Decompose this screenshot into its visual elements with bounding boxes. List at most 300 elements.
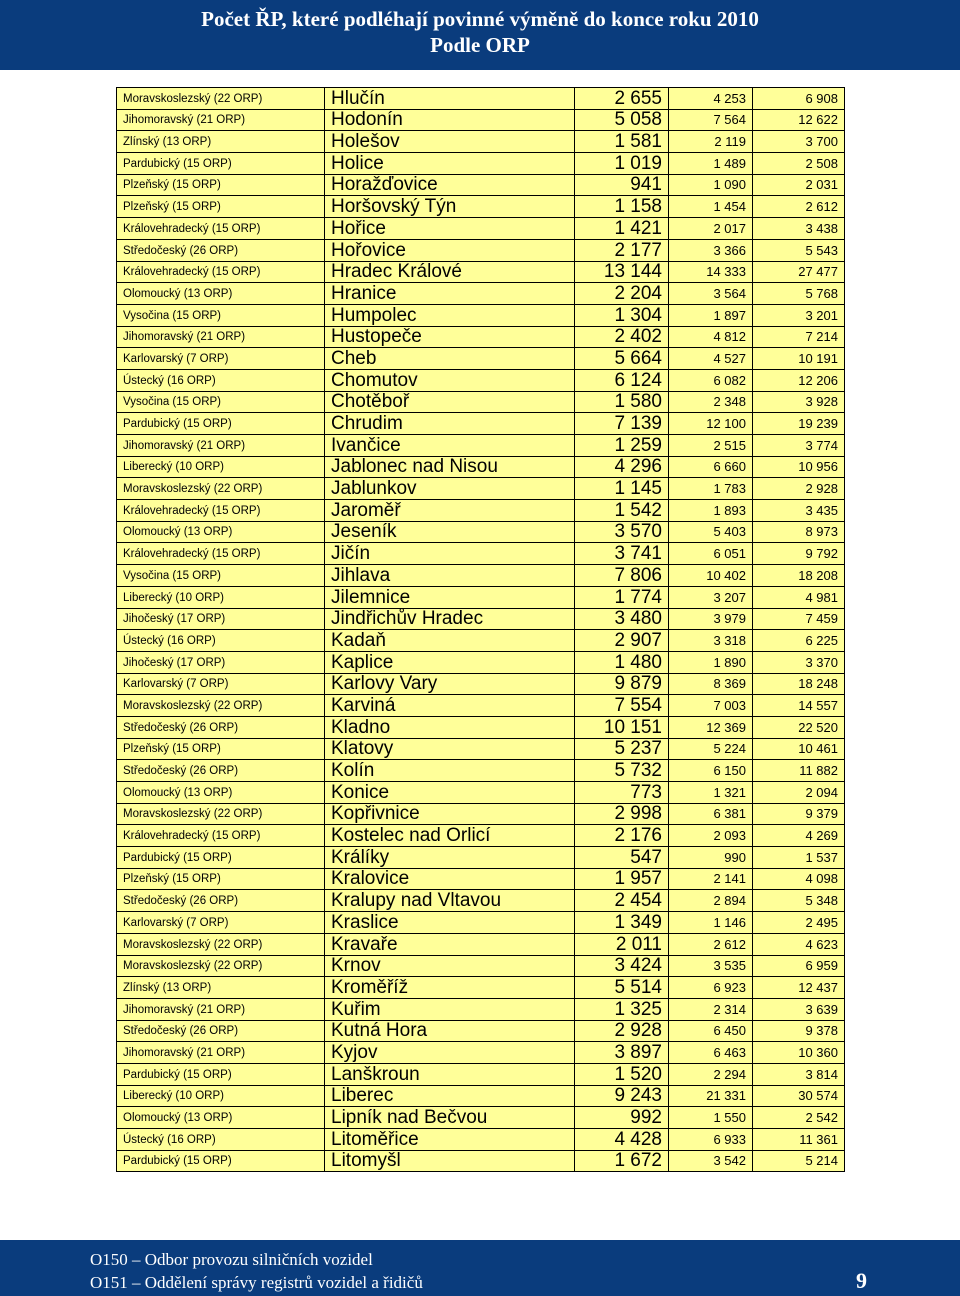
total-cell: 2 542 xyxy=(753,1107,845,1129)
table-row xyxy=(117,933,845,955)
total-cell: 10 956 xyxy=(753,456,845,478)
table-row xyxy=(117,543,845,565)
table-row xyxy=(117,478,845,500)
count-cell-2: 4 253 xyxy=(669,88,753,110)
region-cell: Pardubický (15 ORP) xyxy=(117,847,325,869)
total-cell: 3 435 xyxy=(753,500,845,522)
region-cell: Středočeský (26 ORP) xyxy=(117,716,325,738)
total-cell: 4 269 xyxy=(753,825,845,847)
region-cell: Moravskoslezský (22 ORP) xyxy=(117,88,325,110)
count-cell-1: 3 570 xyxy=(575,521,669,543)
region-cell: Středočeský (26 ORP) xyxy=(117,239,325,261)
total-cell: 2 094 xyxy=(753,782,845,804)
region-cell: Středočeský (26 ORP) xyxy=(117,890,325,912)
header-title-line2: Podle ORP xyxy=(430,33,530,57)
total-cell: 5 214 xyxy=(753,1150,845,1172)
count-cell-2: 3 542 xyxy=(669,1150,753,1172)
orp-name-cell: Hranice xyxy=(325,283,575,305)
table-row xyxy=(117,413,845,435)
count-cell-1: 773 xyxy=(575,782,669,804)
total-cell: 12 206 xyxy=(753,369,845,391)
table-row xyxy=(117,1063,845,1085)
count-cell-1: 9 879 xyxy=(575,673,669,695)
count-cell-2: 6 450 xyxy=(669,1020,753,1042)
table-row xyxy=(117,1085,845,1107)
count-cell-2: 1 550 xyxy=(669,1107,753,1129)
table-row xyxy=(117,239,845,261)
count-cell-2: 21 331 xyxy=(669,1085,753,1107)
count-cell-1: 5 732 xyxy=(575,760,669,782)
orp-name-cell: Klatovy xyxy=(325,738,575,760)
table-row xyxy=(117,218,845,240)
count-cell-1: 1 957 xyxy=(575,868,669,890)
orp-name-cell: Chrudim xyxy=(325,413,575,435)
count-cell-2: 3 979 xyxy=(669,608,753,630)
total-cell: 18 208 xyxy=(753,565,845,587)
count-cell-1: 547 xyxy=(575,847,669,869)
orp-name-cell: Holešov xyxy=(325,131,575,153)
table-row xyxy=(117,261,845,283)
count-cell-1: 4 428 xyxy=(575,1129,669,1151)
count-cell-1: 6 124 xyxy=(575,369,669,391)
orp-name-cell: Jičín xyxy=(325,543,575,565)
count-cell-2: 1 489 xyxy=(669,153,753,175)
region-cell: Královehradecký (15 ORP) xyxy=(117,500,325,522)
count-cell-1: 10 151 xyxy=(575,716,669,738)
total-cell: 10 461 xyxy=(753,738,845,760)
count-cell-1: 13 144 xyxy=(575,261,669,283)
count-cell-1: 1 480 xyxy=(575,651,669,673)
orp-name-cell: Kadaň xyxy=(325,630,575,652)
count-cell-2: 6 923 xyxy=(669,977,753,999)
orp-name-cell: Hlučín xyxy=(325,88,575,110)
count-cell-1: 5 237 xyxy=(575,738,669,760)
count-cell-2: 1 090 xyxy=(669,174,753,196)
count-cell-1: 941 xyxy=(575,174,669,196)
total-cell: 22 520 xyxy=(753,716,845,738)
count-cell-2: 6 381 xyxy=(669,803,753,825)
count-cell-2: 6 150 xyxy=(669,760,753,782)
orp-name-cell: Kraslice xyxy=(325,912,575,934)
table-row xyxy=(117,326,845,348)
count-cell-2: 2 093 xyxy=(669,825,753,847)
count-cell-2: 5 224 xyxy=(669,738,753,760)
table-row xyxy=(117,391,845,413)
region-cell: Karlovarský (7 ORP) xyxy=(117,673,325,695)
total-cell: 3 639 xyxy=(753,998,845,1020)
total-cell: 2 508 xyxy=(753,153,845,175)
region-cell: Zlínský (13 ORP) xyxy=(117,131,325,153)
region-cell: Moravskoslezský (22 ORP) xyxy=(117,803,325,825)
total-cell: 5 348 xyxy=(753,890,845,912)
count-cell-2: 1 897 xyxy=(669,304,753,326)
region-cell: Moravskoslezský (22 ORP) xyxy=(117,478,325,500)
orp-name-cell: Kopřivnice xyxy=(325,803,575,825)
count-cell-1: 1 325 xyxy=(575,998,669,1020)
table-row xyxy=(117,456,845,478)
table-row xyxy=(117,695,845,717)
count-cell-2: 6 082 xyxy=(669,369,753,391)
table-row xyxy=(117,304,845,326)
region-cell: Olomoucký (13 ORP) xyxy=(117,782,325,804)
table-row xyxy=(117,369,845,391)
count-cell-1: 1 520 xyxy=(575,1063,669,1085)
count-cell-2: 2 612 xyxy=(669,933,753,955)
table-row xyxy=(117,521,845,543)
region-cell: Moravskoslezský (22 ORP) xyxy=(117,955,325,977)
total-cell: 4 981 xyxy=(753,586,845,608)
region-cell: Pardubický (15 ORP) xyxy=(117,153,325,175)
total-cell: 12 622 xyxy=(753,109,845,131)
table-row xyxy=(117,912,845,934)
count-cell-1: 3 897 xyxy=(575,1042,669,1064)
orp-name-cell: Hodonín xyxy=(325,109,575,131)
count-cell-1: 1 421 xyxy=(575,218,669,240)
region-cell: Jihočeský (17 ORP) xyxy=(117,608,325,630)
orp-name-cell: Kravaře xyxy=(325,933,575,955)
count-cell-1: 1 158 xyxy=(575,196,669,218)
total-cell: 3 774 xyxy=(753,435,845,457)
count-cell-1: 1 580 xyxy=(575,391,669,413)
table-row xyxy=(117,716,845,738)
table-row xyxy=(117,847,845,869)
orp-name-cell: Kostelec nad Orlicí xyxy=(325,825,575,847)
total-cell: 12 437 xyxy=(753,977,845,999)
region-cell: Moravskoslezský (22 ORP) xyxy=(117,695,325,717)
count-cell-2: 10 402 xyxy=(669,565,753,587)
region-cell: Vysočina (15 ORP) xyxy=(117,565,325,587)
count-cell-1: 2 454 xyxy=(575,890,669,912)
header-title-line1: Počet ŘP, které podléhají povinné výměně do konce roku 2010 xyxy=(201,7,759,31)
total-cell: 4 098 xyxy=(753,868,845,890)
orp-name-cell: Jindřichův Hradec xyxy=(325,608,575,630)
count-cell-2: 990 xyxy=(669,847,753,869)
count-cell-1: 2 928 xyxy=(575,1020,669,1042)
count-cell-1: 1 672 xyxy=(575,1150,669,1172)
total-cell: 3 201 xyxy=(753,304,845,326)
total-cell: 6 908 xyxy=(753,88,845,110)
region-cell: Jihomoravský (21 ORP) xyxy=(117,109,325,131)
orp-name-cell: Kralupy nad Vltavou xyxy=(325,890,575,912)
orp-name-cell: Králíky xyxy=(325,847,575,869)
count-cell-2: 1 454 xyxy=(669,196,753,218)
count-cell-1: 3 480 xyxy=(575,608,669,630)
orp-name-cell: Lanškroun xyxy=(325,1063,575,1085)
count-cell-2: 3 366 xyxy=(669,239,753,261)
table-row xyxy=(117,782,845,804)
table-row xyxy=(117,977,845,999)
orp-name-cell: Jilemnice xyxy=(325,586,575,608)
total-cell: 9 378 xyxy=(753,1020,845,1042)
count-cell-2: 6 463 xyxy=(669,1042,753,1064)
count-cell-1: 3 424 xyxy=(575,955,669,977)
region-cell: Středočeský (26 ORP) xyxy=(117,1020,325,1042)
orp-name-cell: Kladno xyxy=(325,716,575,738)
count-cell-2: 6 051 xyxy=(669,543,753,565)
region-cell: Pardubický (15 ORP) xyxy=(117,413,325,435)
table-row xyxy=(117,1042,845,1064)
orp-name-cell: Krnov xyxy=(325,955,575,977)
count-cell-1: 1 581 xyxy=(575,131,669,153)
page-number: 9 xyxy=(856,1268,867,1293)
count-cell-1: 2 204 xyxy=(575,283,669,305)
total-cell: 5 768 xyxy=(753,283,845,305)
region-cell: Jihomoravský (21 ORP) xyxy=(117,326,325,348)
orp-name-cell: Jihlava xyxy=(325,565,575,587)
count-cell-1: 2 655 xyxy=(575,88,669,110)
table-row xyxy=(117,673,845,695)
orp-name-cell: Chotěboř xyxy=(325,391,575,413)
orp-name-cell: Humpolec xyxy=(325,304,575,326)
footer-department-line1: O150 – Odbor provozu silničních vozidel xyxy=(90,1250,373,1269)
total-cell: 3 370 xyxy=(753,651,845,673)
orp-name-cell: Hradec Králové xyxy=(325,261,575,283)
total-cell: 19 239 xyxy=(753,413,845,435)
table-row xyxy=(117,608,845,630)
count-cell-2: 12 100 xyxy=(669,413,753,435)
table-row xyxy=(117,586,845,608)
count-cell-2: 4 812 xyxy=(669,326,753,348)
total-cell: 9 379 xyxy=(753,803,845,825)
orp-name-cell: Kroměříž xyxy=(325,977,575,999)
count-cell-1: 1 349 xyxy=(575,912,669,934)
region-cell: Jihočeský (17 ORP) xyxy=(117,651,325,673)
table-row xyxy=(117,500,845,522)
table-row xyxy=(117,890,845,912)
region-cell: Jihomoravský (21 ORP) xyxy=(117,1042,325,1064)
orp-name-cell: Liberec xyxy=(325,1085,575,1107)
region-cell: Ústecký (16 ORP) xyxy=(117,630,325,652)
total-cell: 3 928 xyxy=(753,391,845,413)
region-cell: Královehradecký (15 ORP) xyxy=(117,825,325,847)
orp-name-cell: Chomutov xyxy=(325,369,575,391)
total-cell: 14 557 xyxy=(753,695,845,717)
region-cell: Zlínský (13 ORP) xyxy=(117,977,325,999)
total-cell: 3 700 xyxy=(753,131,845,153)
region-cell: Karlovarský (7 ORP) xyxy=(117,348,325,370)
count-cell-2: 6 933 xyxy=(669,1129,753,1151)
count-cell-2: 2 348 xyxy=(669,391,753,413)
total-cell: 6 225 xyxy=(753,630,845,652)
orp-name-cell: Kyjov xyxy=(325,1042,575,1064)
total-cell: 2 495 xyxy=(753,912,845,934)
region-cell: Pardubický (15 ORP) xyxy=(117,1150,325,1172)
region-cell: Plzeňský (15 ORP) xyxy=(117,868,325,890)
region-cell: Vysočina (15 ORP) xyxy=(117,391,325,413)
total-cell: 10 191 xyxy=(753,348,845,370)
count-cell-1: 7 554 xyxy=(575,695,669,717)
orp-name-cell: Hořovice xyxy=(325,239,575,261)
total-cell: 1 537 xyxy=(753,847,845,869)
count-cell-2: 2 314 xyxy=(669,998,753,1020)
orp-name-cell: Kuřim xyxy=(325,998,575,1020)
count-cell-1: 992 xyxy=(575,1107,669,1129)
table-row xyxy=(117,1107,845,1129)
count-cell-1: 2 998 xyxy=(575,803,669,825)
count-cell-2: 2 017 xyxy=(669,218,753,240)
region-cell: Karlovarský (7 ORP) xyxy=(117,912,325,934)
count-cell-2: 1 783 xyxy=(669,478,753,500)
count-cell-1: 2 907 xyxy=(575,630,669,652)
orp-name-cell: Litoměřice xyxy=(325,1129,575,1151)
total-cell: 9 792 xyxy=(753,543,845,565)
count-cell-2: 12 369 xyxy=(669,716,753,738)
count-cell-2: 2 894 xyxy=(669,890,753,912)
table-row xyxy=(117,630,845,652)
region-cell: Středočeský (26 ORP) xyxy=(117,760,325,782)
orp-name-cell: Horšovský Týn xyxy=(325,196,575,218)
count-cell-1: 1 145 xyxy=(575,478,669,500)
table-row xyxy=(117,738,845,760)
page-footer xyxy=(0,1240,960,1296)
region-cell: Olomoucký (13 ORP) xyxy=(117,521,325,543)
region-cell: Královehradecký (15 ORP) xyxy=(117,218,325,240)
region-cell: Moravskoslezský (22 ORP) xyxy=(117,933,325,955)
count-cell-2: 5 403 xyxy=(669,521,753,543)
orp-name-cell: Jeseník xyxy=(325,521,575,543)
count-cell-1: 7 139 xyxy=(575,413,669,435)
region-cell: Vysočina (15 ORP) xyxy=(117,304,325,326)
total-cell: 8 973 xyxy=(753,521,845,543)
orp-name-cell: Jaroměř xyxy=(325,500,575,522)
region-cell: Liberecký (10 ORP) xyxy=(117,1085,325,1107)
orp-name-cell: Lipník nad Bečvou xyxy=(325,1107,575,1129)
region-cell: Jihomoravský (21 ORP) xyxy=(117,435,325,457)
orp-name-cell: Kolín xyxy=(325,760,575,782)
count-cell-1: 1 259 xyxy=(575,435,669,457)
table-row xyxy=(117,565,845,587)
total-cell: 3 814 xyxy=(753,1063,845,1085)
total-cell: 7 459 xyxy=(753,608,845,630)
region-cell: Pardubický (15 ORP) xyxy=(117,1063,325,1085)
region-cell: Královehradecký (15 ORP) xyxy=(117,261,325,283)
total-cell: 2 928 xyxy=(753,478,845,500)
table-row xyxy=(117,651,845,673)
table-row xyxy=(117,131,845,153)
count-cell-2: 2 141 xyxy=(669,868,753,890)
total-cell: 2 612 xyxy=(753,196,845,218)
region-cell: Olomoucký (13 ORP) xyxy=(117,283,325,305)
orp-name-cell: Hustopeče xyxy=(325,326,575,348)
region-cell: Plzeňský (15 ORP) xyxy=(117,174,325,196)
total-cell: 30 574 xyxy=(753,1085,845,1107)
count-cell-2: 3 318 xyxy=(669,630,753,652)
total-cell: 11 361 xyxy=(753,1129,845,1151)
count-cell-1: 5 664 xyxy=(575,348,669,370)
orp-table-body xyxy=(117,88,845,1172)
count-cell-2: 4 527 xyxy=(669,348,753,370)
table-row xyxy=(117,803,845,825)
orp-name-cell: Jablonec nad Nisou xyxy=(325,456,575,478)
count-cell-1: 5 514 xyxy=(575,977,669,999)
count-cell-1: 3 741 xyxy=(575,543,669,565)
footer-department-line2: O151 – Oddělení správy registrů vozidel a řidičů xyxy=(90,1273,423,1292)
count-cell-2: 8 369 xyxy=(669,673,753,695)
total-cell: 3 438 xyxy=(753,218,845,240)
orp-name-cell: Hořice xyxy=(325,218,575,240)
region-cell: Plzeňský (15 ORP) xyxy=(117,738,325,760)
table-row xyxy=(117,88,845,110)
orp-name-cell: Konice xyxy=(325,782,575,804)
region-cell: Liberecký (10 ORP) xyxy=(117,456,325,478)
count-cell-2: 1 146 xyxy=(669,912,753,934)
table-row xyxy=(117,760,845,782)
total-cell: 4 623 xyxy=(753,933,845,955)
total-cell: 27 477 xyxy=(753,261,845,283)
table-row xyxy=(117,109,845,131)
table-row xyxy=(117,348,845,370)
table-row xyxy=(117,283,845,305)
orp-name-cell: Cheb xyxy=(325,348,575,370)
orp-table xyxy=(116,87,845,1172)
table-row xyxy=(117,174,845,196)
count-cell-1: 2 011 xyxy=(575,933,669,955)
table-row xyxy=(117,998,845,1020)
page-header xyxy=(0,0,960,70)
table-row xyxy=(117,868,845,890)
count-cell-2: 14 333 xyxy=(669,261,753,283)
total-cell: 7 214 xyxy=(753,326,845,348)
region-cell: Plzeňský (15 ORP) xyxy=(117,196,325,218)
total-cell: 2 031 xyxy=(753,174,845,196)
region-cell: Ústecký (16 ORP) xyxy=(117,369,325,391)
count-cell-2: 3 564 xyxy=(669,283,753,305)
orp-name-cell: Kutná Hora xyxy=(325,1020,575,1042)
count-cell-1: 5 058 xyxy=(575,109,669,131)
orp-name-cell: Holice xyxy=(325,153,575,175)
total-cell: 10 360 xyxy=(753,1042,845,1064)
count-cell-1: 1 304 xyxy=(575,304,669,326)
total-cell: 5 543 xyxy=(753,239,845,261)
count-cell-2: 6 660 xyxy=(669,456,753,478)
orp-name-cell: Kaplice xyxy=(325,651,575,673)
count-cell-1: 4 296 xyxy=(575,456,669,478)
count-cell-2: 1 321 xyxy=(669,782,753,804)
count-cell-2: 2 515 xyxy=(669,435,753,457)
orp-name-cell: Jablunkov xyxy=(325,478,575,500)
table-row xyxy=(117,1129,845,1151)
count-cell-2: 2 119 xyxy=(669,131,753,153)
region-cell: Liberecký (10 ORP) xyxy=(117,586,325,608)
orp-name-cell: Karviná xyxy=(325,695,575,717)
count-cell-1: 2 402 xyxy=(575,326,669,348)
orp-name-cell: Kralovice xyxy=(325,868,575,890)
count-cell-1: 9 243 xyxy=(575,1085,669,1107)
orp-name-cell: Horažďovice xyxy=(325,174,575,196)
table-row xyxy=(117,955,845,977)
count-cell-2: 1 893 xyxy=(669,500,753,522)
count-cell-2: 7 564 xyxy=(669,109,753,131)
orp-name-cell: Karlovy Vary xyxy=(325,673,575,695)
count-cell-2: 3 535 xyxy=(669,955,753,977)
table-row xyxy=(117,196,845,218)
count-cell-1: 1 542 xyxy=(575,500,669,522)
orp-name-cell: Ivančice xyxy=(325,435,575,457)
orp-name-cell: Litomyšl xyxy=(325,1150,575,1172)
count-cell-1: 1 774 xyxy=(575,586,669,608)
total-cell: 11 882 xyxy=(753,760,845,782)
count-cell-1: 7 806 xyxy=(575,565,669,587)
table-row xyxy=(117,825,845,847)
count-cell-1: 1 019 xyxy=(575,153,669,175)
count-cell-2: 7 003 xyxy=(669,695,753,717)
table-row xyxy=(117,435,845,457)
region-cell: Ústecký (16 ORP) xyxy=(117,1129,325,1151)
region-cell: Královehradecký (15 ORP) xyxy=(117,543,325,565)
total-cell: 18 248 xyxy=(753,673,845,695)
region-cell: Olomoucký (13 ORP) xyxy=(117,1107,325,1129)
count-cell-2: 2 294 xyxy=(669,1063,753,1085)
